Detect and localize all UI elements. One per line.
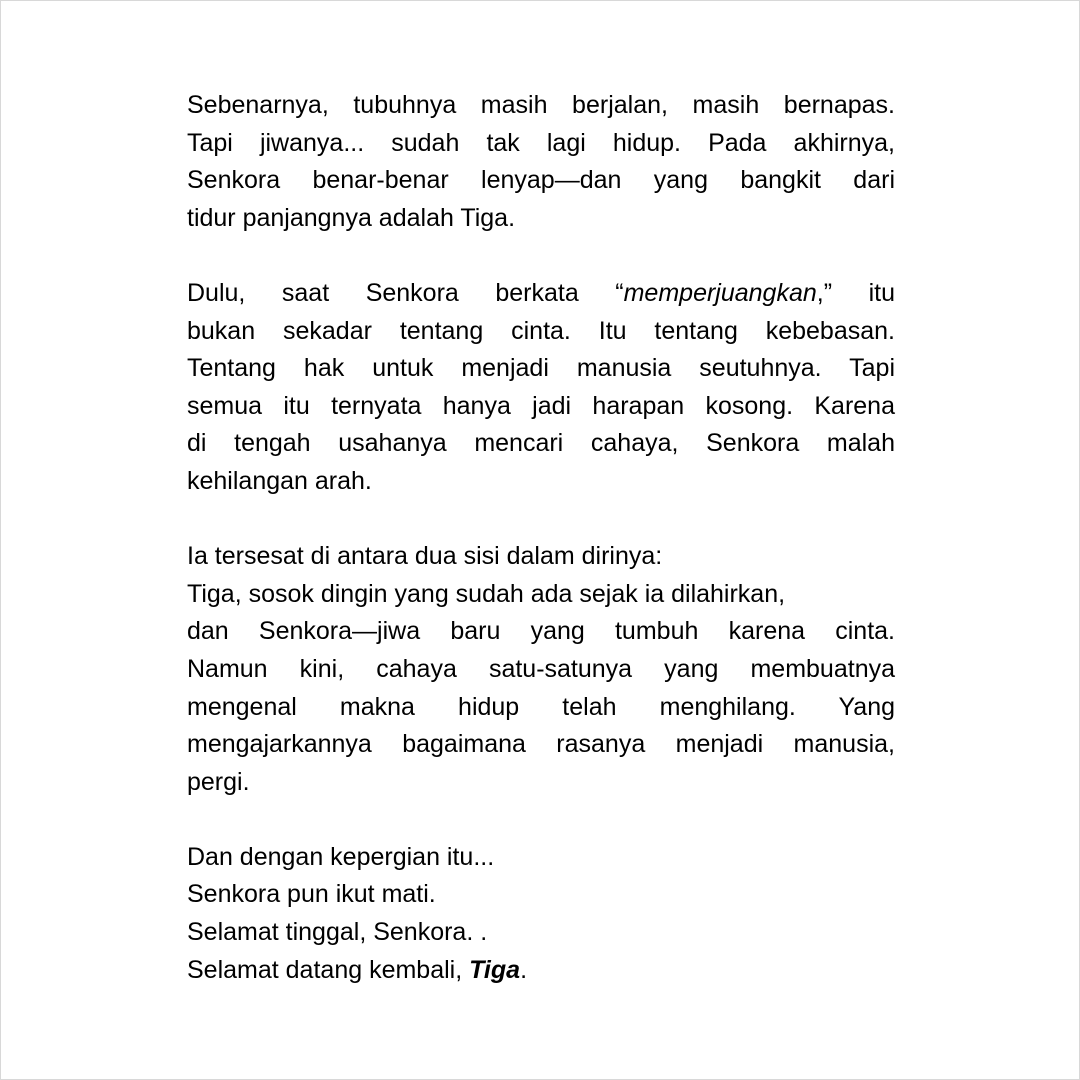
text-line: bukan sekadar tentang cinta. Itu tentang kebebasan. — [187, 316, 895, 345]
story-text — [187, 87, 895, 989]
text-line: Dan dengan kepergian itu... — [187, 842, 495, 871]
text-line: di tengah usahanya mencari cahaya, Senkora malah — [187, 429, 895, 458]
text-line: tidur panjangnya adalah Tiga. — [187, 203, 516, 232]
paragraph-3 — [187, 538, 895, 801]
emphasized-name: Tiga — [469, 955, 521, 984]
text-segment: ,” itu — [816, 278, 895, 307]
text-segment: Selamat datang kembali, — [187, 955, 470, 984]
text-line: Tentang hak untuk menjadi manusia seutuhnya. Tapi — [187, 354, 895, 383]
emphasized-word: memperjuangkan — [623, 278, 817, 307]
text-line: Tiga, sosok dingin yang sudah ada sejak ia dilahirkan, — [187, 579, 786, 608]
text-line: Senkora pun ikut mati. — [187, 880, 436, 909]
text-line — [187, 275, 895, 313]
paragraph-1 — [187, 87, 895, 237]
text-line: Ia tersesat di antara dua sisi dalam dirinya: — [187, 542, 663, 571]
text-line — [187, 952, 895, 990]
text-segment: . — [520, 955, 528, 984]
paragraph-2 — [187, 275, 895, 501]
text-line: Tapi jiwanya... sudah tak lagi hidup. Pada akhirnya, — [187, 128, 895, 157]
text-line: semua itu ternyata hanya jadi harapan kosong. Karena — [187, 391, 895, 420]
text-line: Sebenarnya, tubuhnya masih berjalan, masih bernapas. — [187, 91, 895, 119]
text-line: dan Senkora—jiwa baru yang tumbuh karena cinta. — [187, 617, 895, 646]
text-line: kehilangan arah. — [187, 466, 372, 495]
text-line: pergi. — [187, 767, 250, 796]
text-line: mengenal makna hidup telah menghilang. Yang — [187, 692, 895, 721]
text-line: Selamat tinggal, Senkora. . — [187, 918, 488, 947]
text-line: Namun kini, cahaya satu-satunya yang membuatnya — [187, 654, 895, 683]
text-line: Senkora benar-benar lenyap—dan yang bangkit dari — [187, 166, 895, 195]
text-line: mengajarkannya bagaimana rasanya menjadi manusia, — [187, 730, 895, 759]
text-segment: Dulu, saat Senkora berkata “ — [187, 278, 624, 307]
paragraph-4 — [187, 839, 895, 989]
